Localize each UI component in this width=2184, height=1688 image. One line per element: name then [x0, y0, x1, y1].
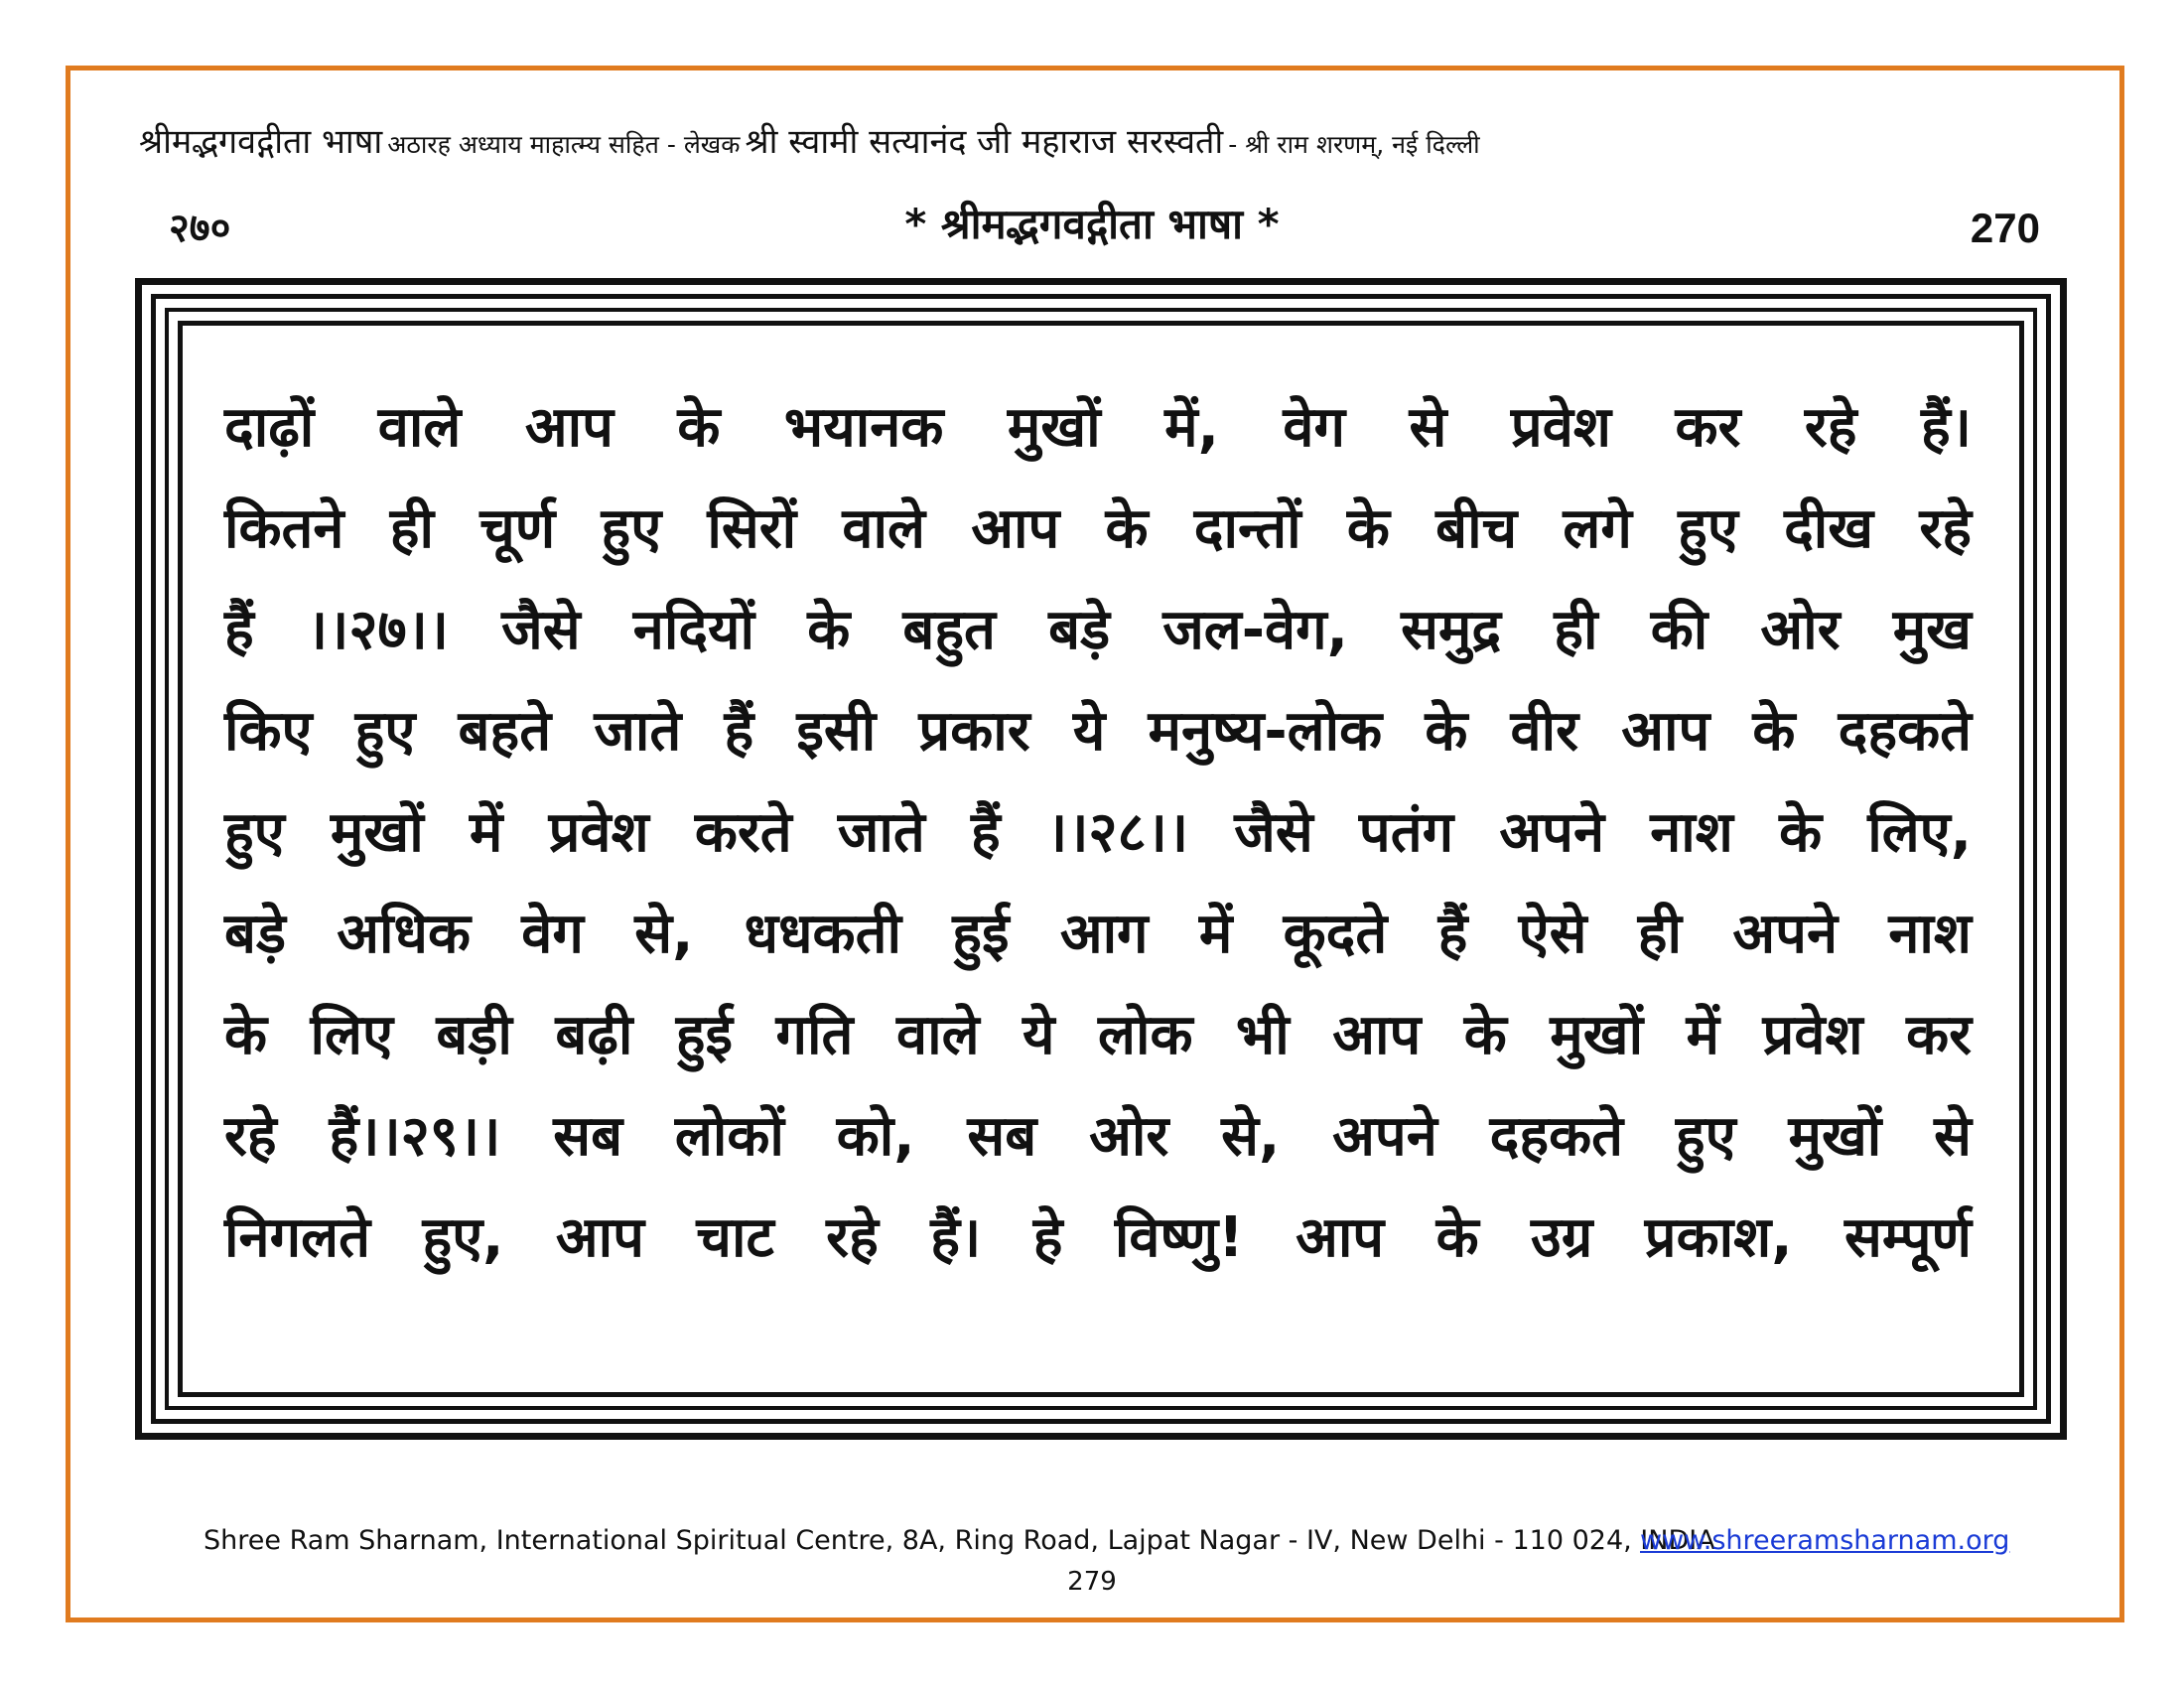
text-line: हैं ।।२७।। जैसे नदियों के बहुत बड़े जल-वेग, समुद्र ही की ओर मुख — [224, 598, 1972, 662]
page-number-arabic: 270 — [1970, 205, 2040, 251]
text-line: दाढ़ों वाले आप के भयानक मुखों में, वेग से प्रवेश कर रहे हैं। — [224, 395, 1972, 460]
website-link[interactable]: www.shreeramsharnam.org — [1640, 1525, 2010, 1556]
book-title: श्रीमद्भगवद्गीता भाषा — [139, 122, 383, 162]
text-line: हुए मुखों में प्रवेश करते जाते हैं ।।२८।। जैसे पतंग अपने नाश के लिए, — [224, 800, 1972, 865]
text-line: कितने ही चूर्ण हुए सिरों वाले आप के दान्तों के बीच लगे हुए दीख रहे — [224, 496, 1972, 561]
footer-address: Shree Ram Sharnam, International Spiritual Centre, 8A, Ring Road, Lajpat Nagar - IV, New Delhi - 110 024, INDIA — [204, 1525, 1715, 1556]
verse-text — [224, 377, 1972, 1289]
text-line: बड़े अधिक वेग से, धधकती हुई आग में कूदते हैं ऐसे ही अपने नाश — [224, 902, 1972, 966]
text-line: के लिए बड़ी बढ़ी हुई गति वाले ये लोक भी आप के मुखों में प्रवेश कर — [224, 1003, 1972, 1067]
page-number-devanagari: २७० — [169, 206, 231, 251]
text-line: निगलते हुए, आप चाट रहे हैं। हे विष्णु! आप के उग्र प्रकाश, सम्पूर्ण — [224, 1205, 1972, 1270]
book-publisher: - श्री राम शरणम्, नई दिल्ली — [1228, 130, 1480, 159]
book-author: श्री स्वामी सत्यानंद जी महाराज सरस्वती — [745, 122, 1224, 162]
footer-page-number: 279 — [1067, 1567, 1117, 1597]
book-subtitle: अठारह अध्याय माहात्म्य सहित - लेखक — [387, 130, 741, 159]
text-line: किए हुए बहते जाते हैं इसी प्रकार ये मनुष्य-लोक के वीर आप के दहकते — [224, 699, 1972, 764]
text-line: रहे हैं।।२९।। सब लोकों को, सब ओर से, अपने दहकते हुए मुखों से — [224, 1104, 1972, 1169]
book-header — [139, 117, 2095, 177]
running-title: * श्रीमद्भगवद्गीता भाषा * — [904, 200, 1280, 248]
